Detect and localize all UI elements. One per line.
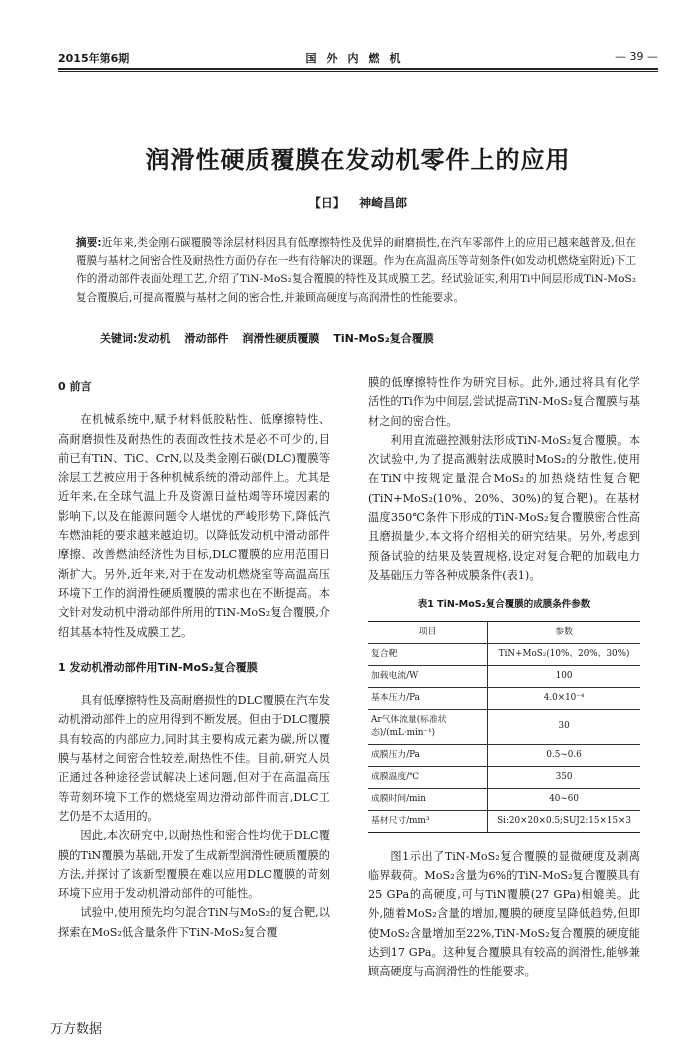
header-rule-thin xyxy=(58,71,658,72)
keyword-item: 润滑性硬质覆膜 xyxy=(242,332,320,345)
table-cell-value: Si:20×20×0.5;SUJ2:15×15×3 xyxy=(488,810,640,832)
table-cell-item: 复合靶 xyxy=(368,643,488,665)
table-cell-item: 基本压力/Pa xyxy=(368,687,488,709)
table-cell-item: 加载电流/W xyxy=(368,665,488,687)
table-title: 表1 TiN-MoS₂复合覆膜的成膜条件参数 xyxy=(417,599,591,611)
table-row xyxy=(368,643,640,665)
table-cell-value: 100 xyxy=(488,665,640,687)
left-column xyxy=(58,373,330,942)
table-header-item: 项目 xyxy=(368,621,488,643)
abstract xyxy=(76,234,636,307)
table-row xyxy=(368,665,640,687)
method-paragraph: 利用直流磁控溅射法形成TiN-MoS₂复合覆膜。本次试验中,为了提高溅射法成膜时MoS₂的分散性,使用在TiN中按规定量混合MoS₂的加热烧结性复合靶(TiN+MoS₂(10%、20%、30%)的复合靶)。在基材温度350℃条件下形成的TiN-MoS₂复合覆膜密合性高且磨损量少,本文将介绍相关的研究结果。另外,考虑到预备试验的结果及装置规格,设定对复合靶的加载电力及基础压力等各种成膜条件(表1)。 xyxy=(368,433,640,582)
table-cell-value: 40~60 xyxy=(488,788,640,810)
table-cell-value: 30 xyxy=(488,709,640,744)
table-row xyxy=(368,744,640,766)
section-1-heading: 1 发动机滑动部件用TiN-MoS₂复合覆膜 xyxy=(58,660,258,674)
table-cell-value: 350 xyxy=(488,766,640,788)
header-rule xyxy=(58,68,658,70)
table-cell-item: 基材尺寸/mm³ xyxy=(368,810,488,832)
issue-label: 2015年第6期 xyxy=(58,52,130,65)
conditions-table xyxy=(368,621,640,833)
author-line xyxy=(58,194,658,211)
table-cell-item: Ar气体流量(标准状态)/(mL·min⁻¹) xyxy=(368,709,488,744)
table-cell-item: 成膜温度/℃ xyxy=(368,766,488,788)
section-1-paragraph-1: 具有低摩擦特性及高耐磨损性的DLC覆膜在汽车发动机滑动部件上的应用得到不断发展。但由于DLC覆膜具有较高的内部应力,同时其主要构成元素为碳,所以覆膜与基材之间密合性较差,耐热性不佳。目前,研究人员正通过各种途径尝试解决上述问题,但对于在高温高压等苛刻环境下工作的燃烧室周边滑动部件而言,DLC工艺仍是不太适用的。 xyxy=(58,694,330,823)
keyword-item: TiN-MoS₂复合覆膜 xyxy=(333,332,434,345)
page-number: — 39 — xyxy=(615,50,658,63)
keywords xyxy=(100,330,640,346)
running-header xyxy=(58,48,658,68)
table-header-row xyxy=(368,621,640,643)
keyword-item: 滑动部件 xyxy=(184,332,229,345)
table-cell-item: 成膜时间/min xyxy=(368,788,488,810)
journal-name: 国外内燃机 xyxy=(305,52,411,65)
section-0-heading: 0 前言 xyxy=(58,380,92,393)
footer-watermark: 万方数据 xyxy=(50,1022,103,1037)
table-row xyxy=(368,810,640,832)
keyword-item: 发动机 xyxy=(137,332,171,345)
abstract-label: 摘要: xyxy=(76,237,102,249)
table-row xyxy=(368,788,640,810)
table-header-param: 参数 xyxy=(488,621,640,643)
article-title: 润滑性硬质覆膜在发动机零件上的应用 xyxy=(145,146,571,174)
table-row xyxy=(368,709,640,744)
table-cell-item: 成膜压力/Pa xyxy=(368,744,488,766)
section-1-paragraph-2: 因此,本次研究中,以耐热性和密合性均优于DLC覆膜的TiN覆膜为基础,开发了生成新型润滑性硬质覆膜的方法,并探讨了该新型覆膜在难以应用DLC覆膜的苛刻环境下应用于发动机滑动部件的可能性。 xyxy=(58,829,330,901)
keywords-label: 关键词: xyxy=(100,332,138,345)
results-paragraph: 图1示出了TiN-MoS₂复合覆膜的显微硬度及剥离临界载荷。MoS₂含量为6%的TiN-MoS₂复合覆膜具有25 GPa的高硬度,可与TiN覆膜(27 GPa)相媲美。此外,随着MoS₂含量的增加,覆膜的硬度呈降低趋势,但即使MoS₂含量增加至22%,TiN-MoS₂复合覆膜的硬度能达到17 GPa。这种复合覆膜具有较高的润滑性,能够兼顾高硬度与高润滑性的性能要求。 xyxy=(368,849,640,979)
table-cell-value: 4.0×10⁻⁴ xyxy=(488,687,640,709)
author-country: 【日】 xyxy=(308,196,345,210)
abstract-text: 近年来,类金刚石碳覆膜等涂层材料因具有低摩擦特性及优异的耐磨损性,在汽车零部件上的应用已越来越普及,但在覆膜与基材之间密合性及耐热性方面仍存在一些有待解决的课题。作为在高温高压等苛刻条件(如发动机燃烧室附近)下工作的滑动部件表面处理工艺,介绍了TiN-MoS₂复合覆膜的特性及其成膜工艺。经试验证实,利用Ti中间层形成TiN-MoS₂复合覆膜后,可提高覆膜与基材之间的密合性,并兼顾高硬度与高润滑性的性能要求。 xyxy=(76,237,636,304)
table-cell-value: TiN+MoS₂(10%、20%、30%) xyxy=(488,643,640,665)
author-name: 神崎昌郎 xyxy=(359,196,408,210)
table-cell-value: 0.5~0.6 xyxy=(488,744,640,766)
section-0-paragraph: 在机械系统中,赋予材料低胶粘性、低摩擦特性、高耐磨损性及耐热性的表面改性技术是必不可少的,目前已有TiN、TiC、CrN,以及类金刚石碳(DLC)覆膜等涂层工艺被应用于各种机械系统的滑动部件上。尤其是近年来,在全球气温上升及资源日益枯竭等环境因素的影响下,以及在能源问题令人堪忧的严峻形势下,降低汽车燃油耗的要求越来越迫切。以降低发动机中滑动部件摩擦、改善燃油经济性为目标,DLC覆膜的应用范围日渐扩大。另外,近年来,对于在发动机燃烧室等高温高压环境下工作的润滑性硬质覆膜的需求也在不断提高。本文针对发动机中滑动部件所用的TiN-MoS₂复合覆膜,介绍其基本特性及成膜工艺。 xyxy=(58,413,330,639)
continued-paragraph: 膜的低摩擦特性作为研究目标。此外,通过将具有化学活性的Ti作为中间层,尝试提高TiN-MoS₂复合覆膜与基材之间的密合性。 xyxy=(368,376,640,428)
table-row xyxy=(368,687,640,709)
section-1-paragraph-3: 试验中,使用预先均匀混合TiN与MoS₂的复合靶,以探索在MoS₂低含量条件下TiN-MoS₂复合覆 xyxy=(58,906,330,939)
right-column xyxy=(368,373,640,982)
table-row xyxy=(368,766,640,788)
